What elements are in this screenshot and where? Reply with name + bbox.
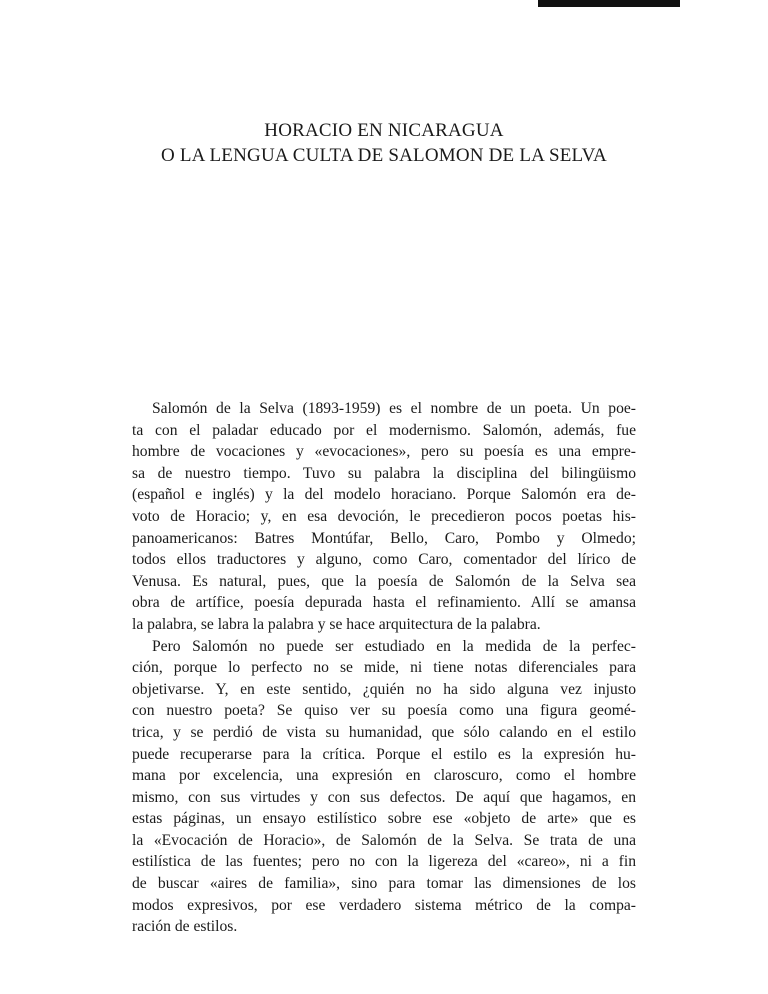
text-line: ración de estilos. <box>132 918 238 936</box>
body-text <box>132 398 636 938</box>
text-line: ta con el paladar educado por el modernismo. Salomón, además, fue <box>132 421 636 439</box>
text-line: la «Evocación de Horacio», de Salomón de la Selva. Se trata de una <box>132 831 636 849</box>
text-line: mismo, con sus virtudes y con sus defectos. De aquí que hagamos, en <box>132 788 636 806</box>
text-line: ción, porque lo perfecto no se mide, ni tiene notas diferenciales para <box>132 659 636 677</box>
text-line: Venusa. Es natural, pues, que la poesía de Salomón de la Selva sea <box>132 572 636 590</box>
paragraph <box>132 398 636 636</box>
scan-edge-bar <box>538 0 680 7</box>
text-line: (español e inglés) y la del modelo horaciano. Porque Salomón era de- <box>132 486 636 504</box>
text-line: hombre de vocaciones y «evocaciones», pero su poesía es una empre- <box>132 443 636 461</box>
text-line: estas páginas, un ensayo estilístico sobre ese «objeto de arte» que es <box>132 810 636 828</box>
text-line: de buscar «aires de familia», sino para tomar las dimensiones de los <box>132 875 636 893</box>
text-line: mana por excelencia, una expresión en claroscuro, como el hombre <box>132 767 636 785</box>
text-line: la palabra, se labra la palabra y se hace arquitectura de la palabra. <box>132 615 541 633</box>
title-line-2: O LA LENGUA CULTA DE SALOMON DE LA SELVA <box>161 145 607 166</box>
text-line: panoamericanos: Batres Montúfar, Bello, Caro, Pombo y Olmedo; <box>132 529 636 547</box>
title-line-1: HORACIO EN NICARAGUA <box>264 120 504 141</box>
text-line: con nuestro poeta? Se quiso ver su poesía como una figura geomé- <box>132 702 636 720</box>
text-line: todos ellos traductores y alguno, como Caro, comentador del lírico de <box>132 551 636 569</box>
text-line: obra de artífice, poesía depurada hasta el refinamiento. Allí se amansa <box>132 594 636 612</box>
text-line: Pero Salomón no puede ser estudiado en la medida de la perfec- <box>152 637 636 655</box>
text-line: modos expresivos, por ese verdadero sistema métrico de la compa- <box>132 896 636 914</box>
paragraph <box>132 636 636 938</box>
text-line: Salomón de la Selva (1893-1959) es el nombre de un poeta. Un poe- <box>152 400 636 417</box>
text-line: estilística de las fuentes; pero no con la ligereza del «careo», ni a fin <box>132 853 636 871</box>
text-line: voto de Horacio; y, en esa devoción, le precedieron pocos poetas his- <box>132 507 636 525</box>
text-line: sa de nuestro tiempo. Tuvo su palabra la disciplina del bilingüismo <box>132 464 636 482</box>
text-line: puede recuperarse para la crítica. Porque el estilo es la expresión hu- <box>132 745 636 763</box>
text-line: trica, y se perdió de vista su humanidad, que sólo calando en el estilo <box>132 723 636 741</box>
text-line: objetivarse. Y, en este sentido, ¿quién no ha sido alguna vez injusto <box>132 680 636 698</box>
